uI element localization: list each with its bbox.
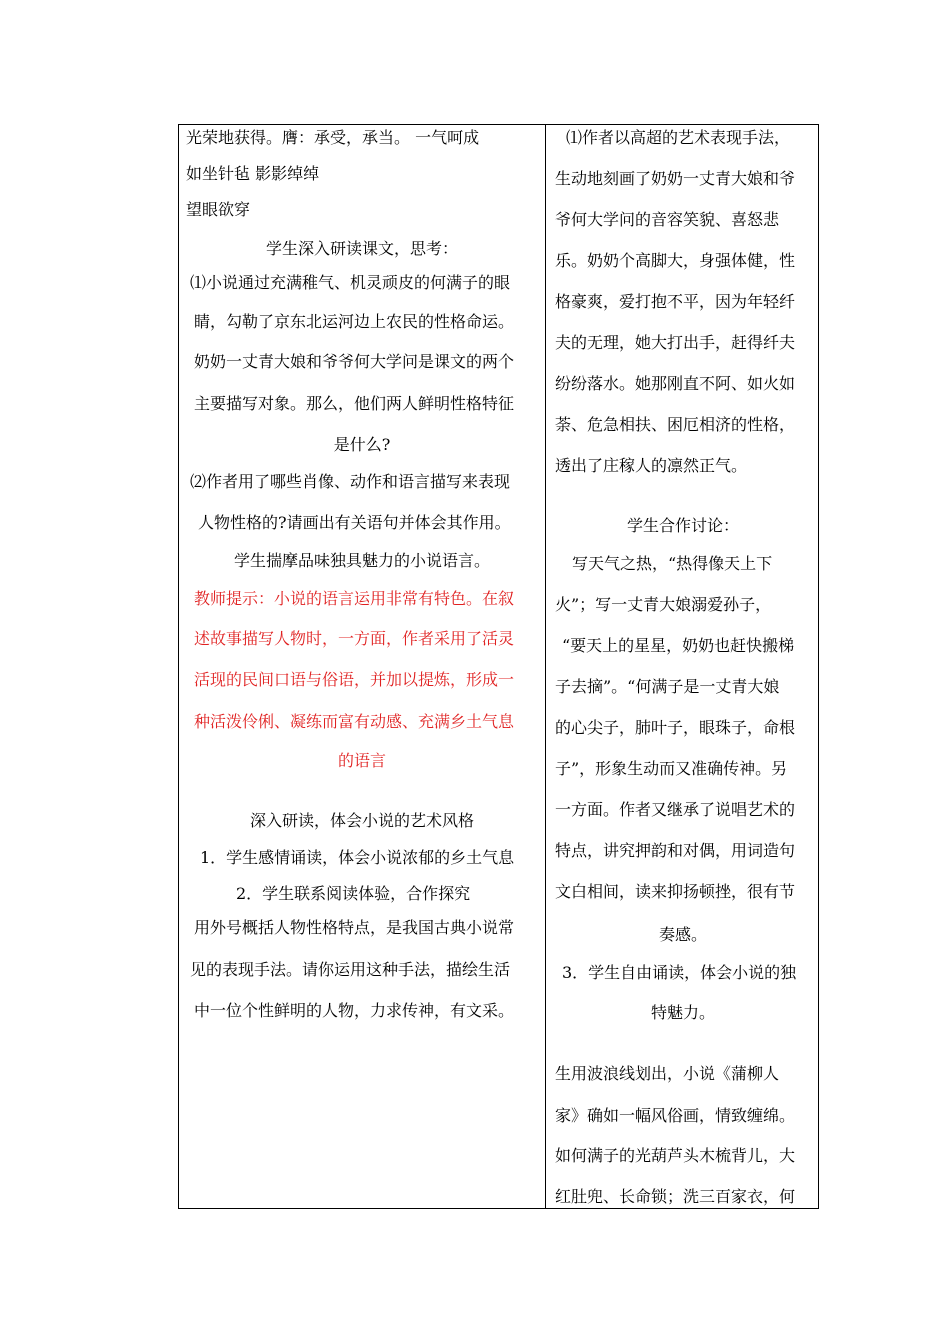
- discussion-line: 奏感。: [658, 925, 707, 944]
- language-prompt: 学生揣摩品味独具魅力的小说语言。: [233, 551, 490, 570]
- teacher-hint-line: 教师提示：小说的语言运用非常有特色。在叙: [194, 589, 515, 608]
- discussion-line: “要天上的星星，奶奶也赶快搬梯: [562, 636, 795, 655]
- discussion-line: 子”，形象生动而又准确传神。另: [555, 759, 788, 778]
- discussion-line: 的心尖子，肺叶子，眼珠子，命根: [555, 718, 796, 737]
- question-1-line: 是什么?: [333, 435, 391, 454]
- step-3-line: 3．学生自由诵读，体会小说的独: [562, 963, 797, 982]
- teacher-hint-line: 述故事描写人物时，一方面，作者采用了活灵: [194, 629, 515, 648]
- wave-line-text: 如何满子的光葫芦头木梳背儿，大: [555, 1146, 796, 1165]
- teacher-hint-line: 活现的民间口语与俗语，并加以提炼，形成一: [194, 670, 515, 689]
- answer-1-line: 夫的无理，她大打出手，赶得纤夫: [555, 333, 796, 352]
- teacher-hint-line: 的语言: [337, 751, 386, 770]
- column-divider: [545, 124, 546, 1209]
- vocab-line: 望眼欲穿: [186, 200, 251, 219]
- question-1-line: 奶奶一丈青大娘和爷爷何大学问是课文的两个: [194, 352, 515, 371]
- wave-line-text: 红肚兜、长命锁；洗三百家衣，何: [555, 1187, 796, 1206]
- question-1-line: 睛，勾勒了京东北运河边上农民的性格命运。: [194, 312, 515, 331]
- vocab-line: 光荣地获得。膺：承受，承当。 一气呵成: [186, 128, 480, 147]
- question-2-line: ⑵作者用了哪些肖像、动作和语言描写来表现: [190, 472, 511, 491]
- answer-1-line: 格豪爽，爱打抱不平，因为年轻纤: [555, 292, 796, 311]
- vocab-line: 如坐针毡 影影绰绰: [186, 164, 320, 183]
- task-line: 见的表现手法。请你运用这种手法，描绘生活: [190, 960, 511, 979]
- answer-1-line: 爷何大学问的音容笑貌、喜怒悲: [555, 210, 780, 229]
- wave-line-text: 生用波浪线划出，小说《蒲柳人: [555, 1064, 780, 1083]
- discussion-line: 写天气之热，“热得像天上下: [572, 554, 773, 573]
- discussion-line: 火”；写一丈青大娘溺爱孙子，: [555, 595, 772, 614]
- answer-1-line: 透出了庄稼人的凛然正气。: [555, 456, 748, 475]
- discussion-heading: 学生合作讨论：: [626, 516, 739, 535]
- answer-1-line: 乐。奶奶个高脚大，身强体健，性: [555, 251, 796, 270]
- style-heading: 深入研读，体会小说的艺术风格: [249, 811, 474, 830]
- answer-1-line: 荼、危急相扶、困厄相济的性格，: [555, 415, 796, 434]
- wave-line-text: 家》确如一幅风俗画，情致缠绵。: [555, 1106, 796, 1125]
- teacher-hint-line: 种活泼伶俐、凝练而富有动感、充满乡土气息: [194, 712, 515, 731]
- answer-1-line: 生动地刻画了奶奶一丈青大娘和爷: [555, 169, 796, 188]
- task-line: 用外号概括人物性格特点，是我国古典小说常: [194, 918, 515, 937]
- step-3-line: 特魅力。: [650, 1003, 715, 1022]
- question-1-line: 主要描写对象。那么，他们两人鲜明性格特征: [194, 394, 515, 413]
- task-line: 中一位个性鲜明的人物，力求传神，有文采。: [194, 1001, 515, 1020]
- discussion-line: 子去摘”。“何满子是一丈青大娘: [555, 677, 780, 696]
- study-prompt: 学生深入研读课文，思考：: [265, 239, 458, 258]
- question-2-line: 人物性格的?请画出有关语句并体会其作用。: [198, 513, 511, 532]
- step-1: 1．学生感情诵读，体会小说浓郁的乡土气息: [200, 848, 515, 867]
- step-2: 2．学生联系阅读体验，合作探究: [236, 884, 471, 903]
- answer-1-line: ⑴作者以高超的艺术表现手法，: [566, 128, 791, 147]
- question-1-line: ⑴小说通过充满稚气、机灵顽皮的何满子的眼: [190, 273, 511, 292]
- discussion-line: 文白相间，读来抑扬顿挫，很有节: [555, 882, 796, 901]
- answer-1-line: 纷纷落水。她那刚直不阿、如火如: [555, 374, 796, 393]
- discussion-line: 特点，讲究押韵和对偶，用词造句: [555, 841, 796, 860]
- discussion-line: 一方面。作者又继承了说唱艺术的: [555, 800, 796, 819]
